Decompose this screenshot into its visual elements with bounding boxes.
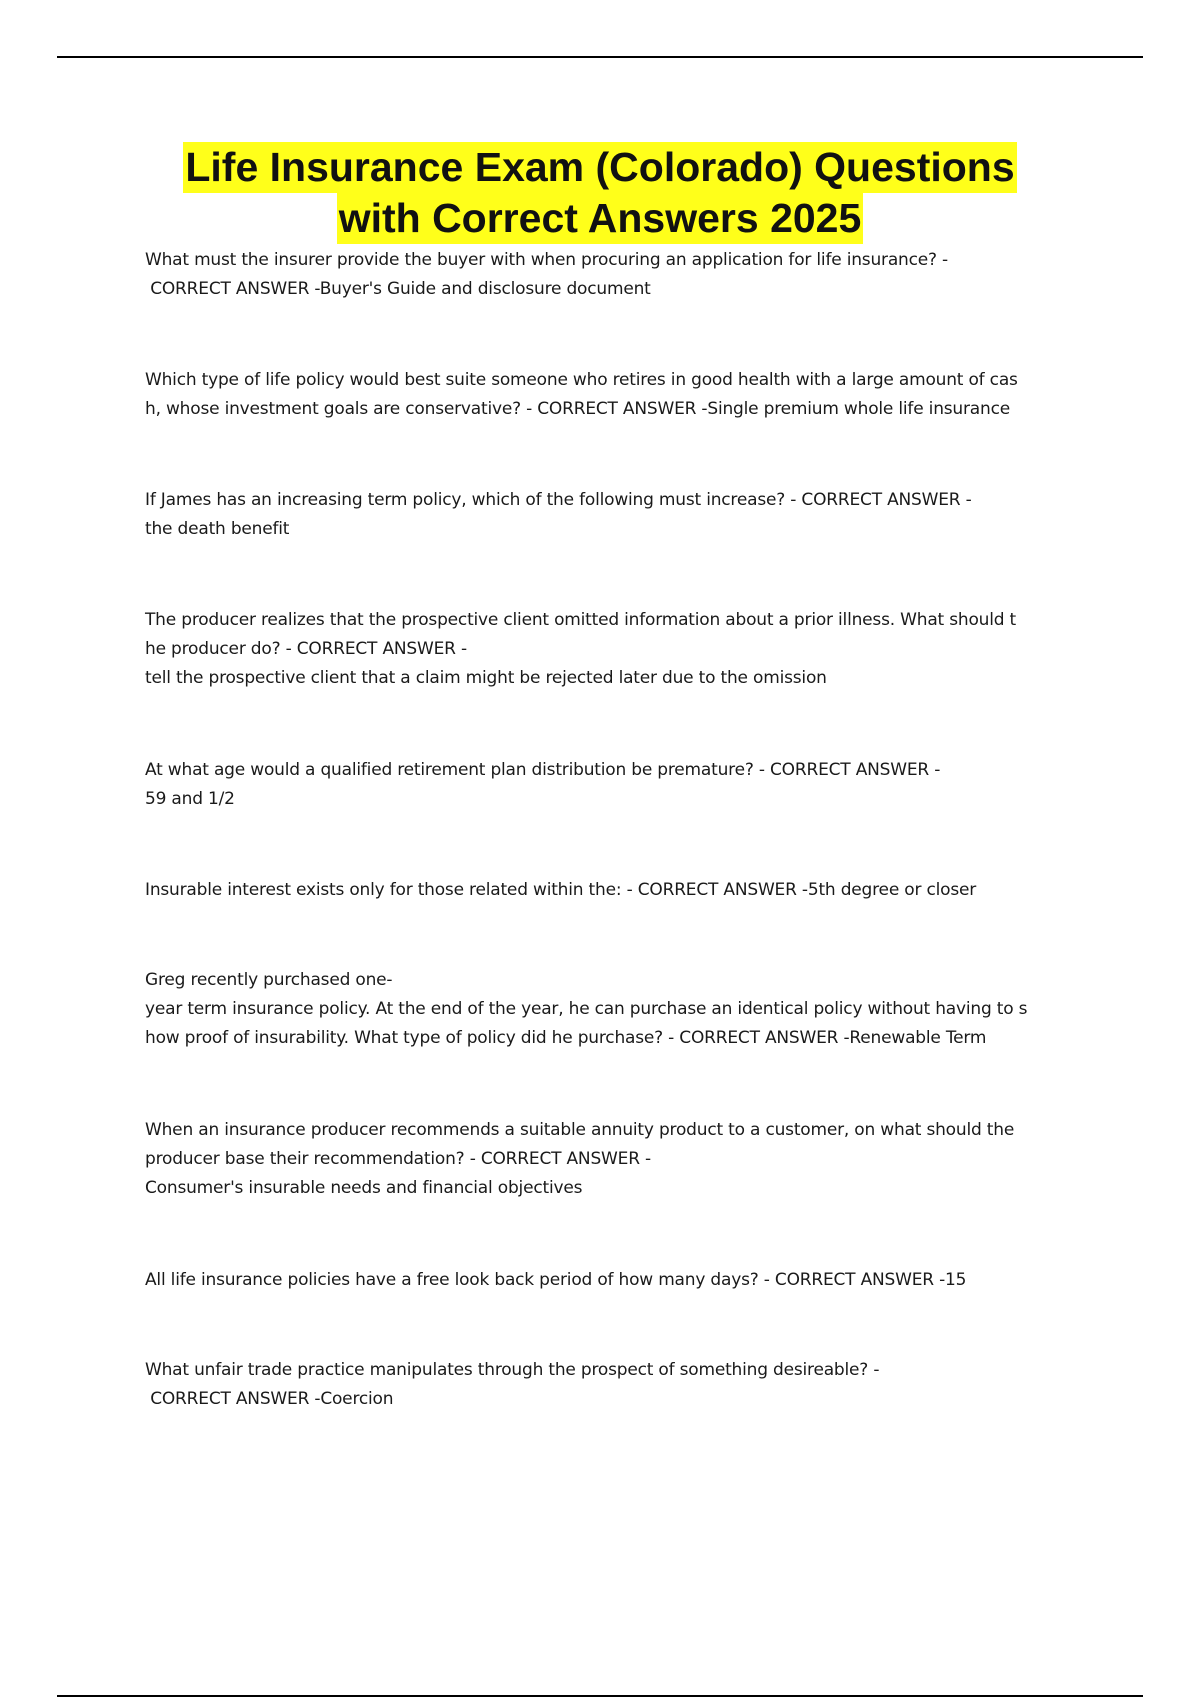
qa-item-8 [145,1116,1085,1203]
qa-item-9 [145,1266,1085,1295]
qa-line: At what age would a qualified retirement plan distribution be premature? - CORRECT ANSWER - [145,760,941,780]
qa-line: tell the prospective client that a claim might be rejected later due to the omission [145,668,827,688]
qa-line: When an insurance producer recommends a suitable annuity product to a customer, on what should the [145,1120,1015,1140]
qa-line: he producer do? - CORRECT ANSWER - [145,639,467,659]
qa-item-4 [145,606,1085,693]
qa-line: how proof of insurability. What type of policy did he purchase? - CORRECT ANSWER -Renewable Term [145,1028,987,1048]
qa-item-6 [145,876,1085,905]
bottom-rule [57,1695,1143,1697]
title-line-2: with Correct Answers 2025 [337,193,864,244]
qa-item-2 [145,366,1085,424]
qa-line: CORRECT ANSWER -Coercion [145,1389,394,1409]
qa-item-5 [145,756,1085,814]
qa-line: Insurable interest exists only for those related within the: - CORRECT ANSWER -5th degree or closer [145,880,977,900]
qa-line: If James has an increasing term policy, which of the following must increase? - CORRECT ANSWER - [145,490,972,510]
qa-line: Greg recently purchased one- [145,970,393,990]
qa-line: the death benefit [145,519,290,539]
qa-line: year term insurance policy. At the end of the year, he can purchase an identical policy without having to s [145,999,1028,1019]
qa-item-7 [145,966,1085,1053]
qa-line: 59 and 1/2 [145,789,235,809]
document-title [0,142,1200,244]
qa-line: The producer realizes that the prospective client omitted information about a prior illness. What should t [145,610,1017,630]
qa-line: What unfair trade practice manipulates through the prospect of something desireable? - [145,1360,880,1380]
qa-line: CORRECT ANSWER -Buyer's Guide and disclosure document [145,279,651,299]
qa-line: Which type of life policy would best suite someone who retires in good health with a large amount of cas [145,370,1018,390]
title-line-1: Life Insurance Exam (Colorado) Questions [183,142,1016,193]
qa-item-3 [145,486,1085,544]
qa-item-10 [145,1356,1085,1414]
qa-line: What must the insurer provide the buyer with when procuring an application for life insurance? - [145,250,948,270]
qa-line: producer base their recommendation? - CORRECT ANSWER - [145,1149,651,1169]
qa-item-1 [145,246,1085,304]
top-rule [57,56,1143,58]
qa-line: All life insurance policies have a free look back period of how many days? - CORRECT ANSWER -15 [145,1270,967,1290]
qa-line: h, whose investment goals are conservative? - CORRECT ANSWER -Single premium whole life insurance [145,399,1010,419]
qa-line: Consumer's insurable needs and financial objectives [145,1178,583,1198]
